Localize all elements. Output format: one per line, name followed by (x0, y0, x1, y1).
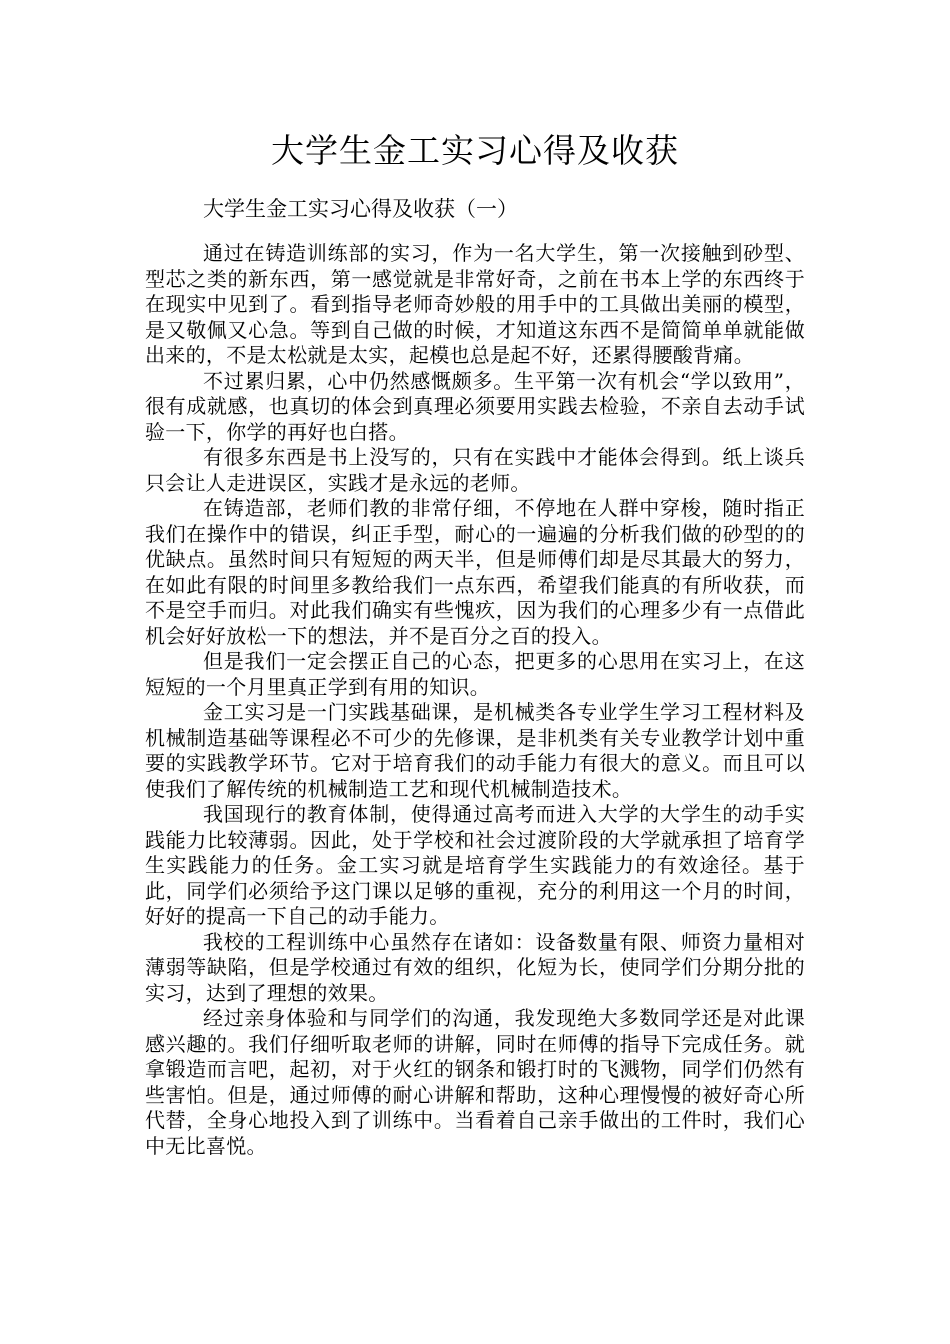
paragraph-6: 金工实习是一门实践基础课，是机械类各专业学生学习工程材料及机械制造基础等课程必不可少的先修课，是非机类有关专业教学计划中重要的实践教学环节。它对于培育我们的动手能力有很大的意义。而且可以使我们了解传统的机械制造工艺和现代机械制造技术。 (145, 700, 805, 801)
paragraph-7: 我国现行的教育体制，使得通过高考而进入大学的大学生的动手实践能力比较薄弱。因此，处于学校和社会过渡阶段的大学就承担了培育学生实践能力的任务。金工实习就是培育学生实践能力的有效途径。基于此，同学们必须给予这门课以足够的重视，充分的利用这一个月的时间，好好的提高一下自己的动手能力。 (145, 802, 805, 928)
paragraph-5: 但是我们一定会摆正自己的心态，把更多的心思用在实习上，在这短短的一个月里真正学到有用的知识。 (145, 649, 805, 699)
paragraph-2: 不过累归累，心中仍然感慨颇多。生平第一次有机会“学以致用”，很有成就感，也真切的体会到真理必须要用实践去检验，不亲自去动手试验一下，你学的再好也白搭。 (145, 368, 805, 444)
paragraph-3: 有很多东西是书上没写的，只有在实践中才能体会得到。纸上谈兵只会让人走进误区，实践才是永远的老师。 (145, 445, 805, 495)
document-title: 大学生金工实习心得及收获 (271, 131, 679, 170)
paragraph-1: 通过在铸造训练部的实习，作为一名大学生，第一次接触到砂型、型芯之类的新东西，第一感觉就是非常好奇，之前在书本上学的东西终于在现实中见到了。看到指导老师奇妙般的用手中的工具做出美丽的模型，是又敬佩又心急。等到自己做的时候，才知道这东西不是简简单单就能做出来的，不是太松就是太实，起模也总是起不好，还累得腰酸背痛。 (145, 241, 805, 367)
paragraph-8: 我校的工程训练中心虽然存在诸如：设备数量有限、师资力量相对薄弱等缺陷，但是学校通过有效的组织，化短为长，使同学们分期分批的实习，达到了理想的效果。 (145, 929, 805, 1005)
document-page (145, 126, 805, 1159)
paragraph-4: 在铸造部，老师们教的非常仔细，不停地在人群中穿梭，随时指正我们在操作中的错误，纠正手型，耐心的一遍遍的分析我们做的砂型的的优缺点。虽然时间只有短短的两天半，但是师傅们却是尽其最大的努力，在如此有限的时间里多教给我们一点东西，希望我们能真的有所收获，而不是空手而归。对此我们确实有些愧疚，因为我们的心理多少有一点借此机会好好放松一下的想法，并不是百分之百的投入。 (145, 496, 805, 648)
section-heading: 大学生金工实习心得及收获（一） (203, 197, 518, 221)
paragraph-9: 经过亲身体验和与同学们的沟通，我发现绝大多数同学还是对此课感兴趣的。我们仔细听取老师的讲解，同时在师傅的指导下完成任务。就拿锻造而言吧，起初，对于火红的钢条和锻打时的飞溅物，同学们仍然有些害怕。但是，通过师傅的耐心讲解和帮助，这种心理慢慢的被好奇心所代替，全身心地投入到了训练中。当看着自己亲手做出的工件时，我们心中无比喜悦。 (145, 1006, 805, 1158)
